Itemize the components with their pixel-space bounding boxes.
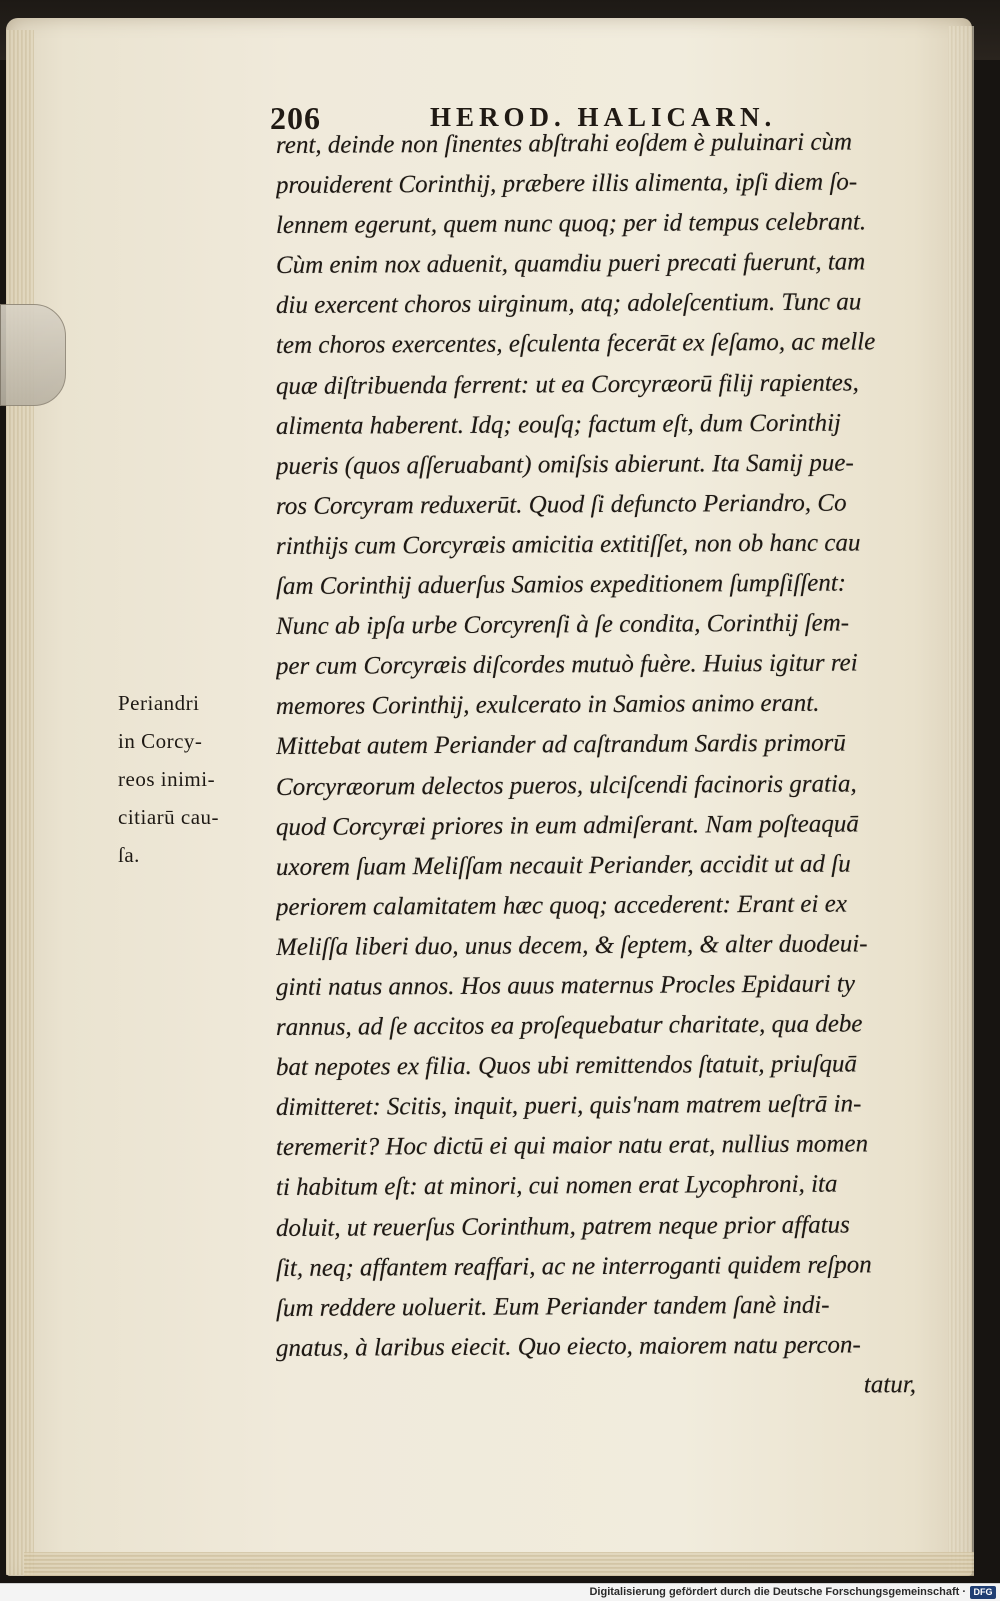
- text-line: ginti natus annos. Hos auus maternus Procles Epidauri ty: [275, 970, 856, 1001]
- text-line: tem choros exercentes, eſculenta fecerāt ex ſeſamo, ac melle: [275, 328, 876, 360]
- margin-note-line: Periandri: [118, 691, 200, 715]
- text-line: ſam Corinthij aduerſus Samios expeditionem ſumpſiſſent:: [275, 569, 847, 601]
- text-line: memores Corinthij, exulcerato in Samios animo erant.: [275, 689, 820, 721]
- digitization-footer: [0, 1583, 1000, 1601]
- running-title: HEROD. HALICARN.: [430, 102, 777, 132]
- text-line: ros Corcyram reduxerūt. Quod ſi defuncto Periandro, Co: [275, 489, 847, 520]
- text-line: teremerit? Hoc dictū ei qui maior natu erat, nullius momen: [275, 1130, 869, 1162]
- text-line: Nunc ab ipſa urbe Corcyrenſi à ſe condita, Corinthij ſem-: [275, 609, 850, 641]
- text-line: Meliſſa liberi duo, unus decem, & ſeptem, & alter duodeui-: [275, 930, 868, 961]
- text-line: rinthijs cum Corcyræis amicitia extitiſſet, non ob hanc cau: [275, 529, 861, 560]
- text-line: per cum Corcyræis diſcordes mutuò fuère. Huius igitur rei: [275, 649, 858, 681]
- dfg-logo[interactable]: DFG: [970, 1586, 996, 1599]
- text-line: pueris (quos aſſeruabant) omiſsis abierunt. Ita Samij pue-: [275, 449, 854, 480]
- text-line: Cùm enim nox aduenit, quamdiu pueri precati fuerunt, tam: [275, 248, 866, 280]
- text-line: ti habitum eſt: at minori, cui nomen erat Lycophroni, ita: [275, 1171, 838, 1202]
- text-line: dimitteret: Scitis, inquit, pueri, quis'nam matrem ueſtrā in-: [275, 1090, 862, 1122]
- text-line: periorem calamitatem hæc quoq; accederent: Erant ei ex: [275, 890, 847, 921]
- text-line: alimenta haberent. Idq; eouſq; factum eſt, dum Corinthij: [275, 409, 842, 440]
- catchword: tatur,: [863, 1370, 917, 1399]
- margin-note-line: citiarū cau-: [118, 805, 220, 829]
- marginal-note: [118, 684, 280, 874]
- text-line: rannus, ad ſe accitos ea proſequebatur charitate, qua debe: [275, 1010, 863, 1042]
- text-line: rent, deinde non ſinentes abſtrahi eoſdem è puluinari cùm: [275, 128, 853, 159]
- text-line: ſit, neq; affantem reaffari, ac ne interroganti quidem reſpon: [275, 1250, 872, 1282]
- text-line: quod Corcyræi priores in eum admiſerant. Nam poſteaquā: [275, 810, 859, 841]
- text-line: ſum reddere uoluerit. Eum Periander tandem ſanè indi-: [275, 1291, 830, 1322]
- text-line: lennem egerunt, quem nunc quoq; per id tempus celebrant.: [275, 208, 867, 240]
- text-line: bat nepotes ex filia. Quos ubi remittendos ſtatuit, priuſquā: [275, 1050, 858, 1082]
- page-edges-right: [948, 26, 974, 1571]
- text-line: gnatus, à laribus eiecit. Quo eiecto, maiorem natu percon-: [275, 1331, 861, 1362]
- text-line: Corcyræorum delectos pueros, ulciſcendi facinoris gratia,: [275, 769, 857, 801]
- page-tab-marker: [0, 304, 66, 406]
- text-line: diu exercent choros uirginum, atq; adoleſcentium. Tunc au: [275, 288, 862, 320]
- funding-credit: Digitalisierung gefördert durch die Deutsche Forschungsgemeinschaft ·: [589, 1586, 966, 1598]
- main-text-block: [276, 126, 940, 1409]
- text-line: Mittebat autem Periander ad caſtrandum Sardis primorū: [275, 729, 846, 761]
- text-line: doluit, ut reuerſus Corinthum, patrem neque prior affatus: [275, 1211, 850, 1242]
- page-edges-bottom: [24, 1552, 974, 1576]
- margin-note-line: ſa.: [118, 843, 140, 867]
- margin-note-line: reos inimi-: [118, 767, 216, 791]
- page-number: 206: [270, 100, 321, 136]
- margin-note-line: in Corcy-: [118, 729, 203, 753]
- page-edges-left: [6, 30, 34, 1575]
- text-line: prouiderent Corinthij, præbere illis alimenta, ipſi diem ſo-: [275, 168, 858, 200]
- text-line: uxorem ſuam Meliſſam necauit Periander, accidit ut ad ſu: [275, 850, 851, 881]
- text-line: quæ diſtribuenda ferrent: ut ea Corcyræorū filij rapientes,: [275, 369, 859, 400]
